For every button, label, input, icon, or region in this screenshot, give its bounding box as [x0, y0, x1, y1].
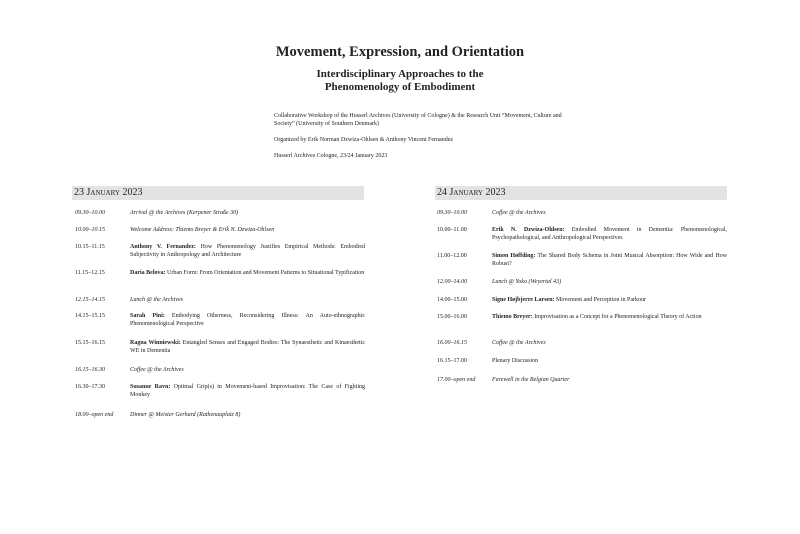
speaker-name: Anthony V. Fernandez: [130, 244, 196, 250]
day1-header [72, 186, 364, 200]
session-description [130, 244, 365, 259]
session-time: 15.15–16.15 [75, 340, 105, 346]
speaker-name: Sarah Pini: [130, 313, 165, 319]
session-time: 18.00–open end [75, 412, 114, 418]
session-time: 16.15–16.30 [75, 367, 105, 373]
session-description [492, 227, 727, 242]
session-time: 10.00–11.00 [437, 227, 467, 233]
session-time: 12.00–14.00 [437, 279, 467, 285]
session-time: 14.15–15.15 [75, 313, 105, 319]
session-description [130, 227, 365, 235]
session-description [492, 314, 727, 322]
speaker-name: Ragna Winniewski: [130, 340, 181, 346]
session-title: Lunch @ the Archives [130, 297, 184, 303]
session-title: Movement and Perception in Parkour [556, 297, 647, 303]
speaker-name: Daria Belova: [130, 270, 166, 276]
speaker-name: Susanne Ravn: [130, 384, 171, 390]
session-title: Improvisation as a Concept for a Phenomenological Theory of Action [534, 314, 702, 320]
day1-date-label: January 2023 [86, 187, 143, 198]
session-title: Embodied Movement in Dementia: Phenomenological, Psychopathological, and Anthropological Perspectives [492, 227, 728, 241]
session-time: 11.15–12.15 [75, 270, 105, 276]
speaker-name: Signe Højbjerre Larsen: [492, 297, 555, 303]
session-title: How Phenomenology Justifies Empirical Methods: Embodied Subjectivity in Anthropology and Architecture [130, 244, 366, 258]
collaboration-note: Collaborative Workshop of the Husserl Archives (University of Cologne) & the Research Unit “Movement, Culture and Society” (University of Southern Denmark) [274, 113, 562, 127]
session-description [130, 340, 365, 355]
session-time: 10.00–10.15 [75, 227, 105, 233]
session-title: Dinner @ Meister Gerhard (Rathenauplatz 8) [130, 412, 241, 418]
session-title: Coffee @ the Archives [492, 340, 546, 346]
document-subtitle [0, 68, 800, 94]
session-time: 16.15–17.00 [437, 358, 467, 364]
session-description [492, 340, 727, 348]
session-title: Urban Form: From Orientation and Movement Patterns to Situational Typification [167, 270, 365, 276]
session-description [492, 253, 727, 268]
session-time: 16.30–17.30 [75, 384, 105, 390]
speaker-name: Erik N. Dzwiza-Ohlsen: [492, 227, 565, 233]
session-title: Welcome Address: Thiemo Breyer & Erik N. Dzwiza-Ohlsen [130, 227, 275, 233]
session-time: 10.15–11.15 [75, 244, 105, 250]
venue-note: Husserl Archives Cologne, 23/24 January 2023 [274, 153, 388, 159]
session-time: 11.00–12.00 [437, 253, 467, 259]
session-description [130, 384, 365, 399]
session-title: Arrival @ the Archives (Kerpener Straße 30) [130, 210, 239, 216]
session-description [130, 313, 365, 328]
session-time: 16.00–16.15 [437, 340, 467, 346]
session-description [130, 210, 365, 218]
session-description [492, 358, 727, 366]
session-title: The Shared Body Schema in Joint Musical Absorption: How Wide and How Robust? [492, 253, 727, 267]
day1-date-number: 23 [74, 187, 84, 198]
session-title: Entangled Senses and Engaged Bodies: The Synaesthetic and Kinaesthetic WE in Dementia [130, 340, 366, 354]
session-description [492, 297, 727, 305]
session-description [130, 412, 365, 420]
day2-date-number: 24 [437, 187, 447, 198]
session-title: Plenary Discussion [492, 358, 539, 364]
session-time: 15.00–16.00 [437, 314, 467, 320]
session-title: Optimal Grip(s) in Movement-based Improvisation: The Case of Fighting Monkey [130, 384, 365, 398]
session-description [130, 270, 365, 278]
session-time: 17.00–open end [437, 377, 476, 383]
session-title: Coffee @ the Archives [130, 367, 184, 373]
session-title: Lunch @ Yoko (Weyertal 43) [492, 279, 562, 285]
document-title: Movement, Expression, and Orientation [275, 44, 525, 60]
session-description [492, 279, 727, 287]
session-description [492, 210, 727, 218]
session-title: Farewell in the Belgian Quarter [492, 377, 570, 383]
organizers-note: Organized by Erik Norman Dzwiza-Ohlsen & Anthony Vincent Fernandez [274, 137, 454, 143]
day2-date-label: January 2023 [449, 187, 506, 198]
speaker-name: Simon Høffding: [492, 253, 536, 259]
session-title: Coffee @ the Archives [492, 210, 546, 216]
session-time: 12.15–14.15 [75, 297, 105, 303]
session-title: Embodying Otherness, Reconsidering Illness: An Auto-ethnographic Phenomenological Perspective [130, 313, 365, 327]
session-time: 14.00–15.00 [437, 297, 467, 303]
day2-header [435, 186, 727, 200]
subtitle-line-1: Interdisciplinary Approaches to the [316, 68, 484, 80]
session-time: 09.30–10.00 [75, 210, 105, 216]
session-description [130, 297, 365, 305]
subtitle-line-2: Phenomenology of Embodiment [324, 81, 476, 93]
session-time: 09.30–10.00 [437, 210, 467, 216]
speaker-name: Thiemo Breyer: [492, 314, 533, 320]
session-description [130, 367, 365, 375]
session-description [492, 377, 727, 385]
